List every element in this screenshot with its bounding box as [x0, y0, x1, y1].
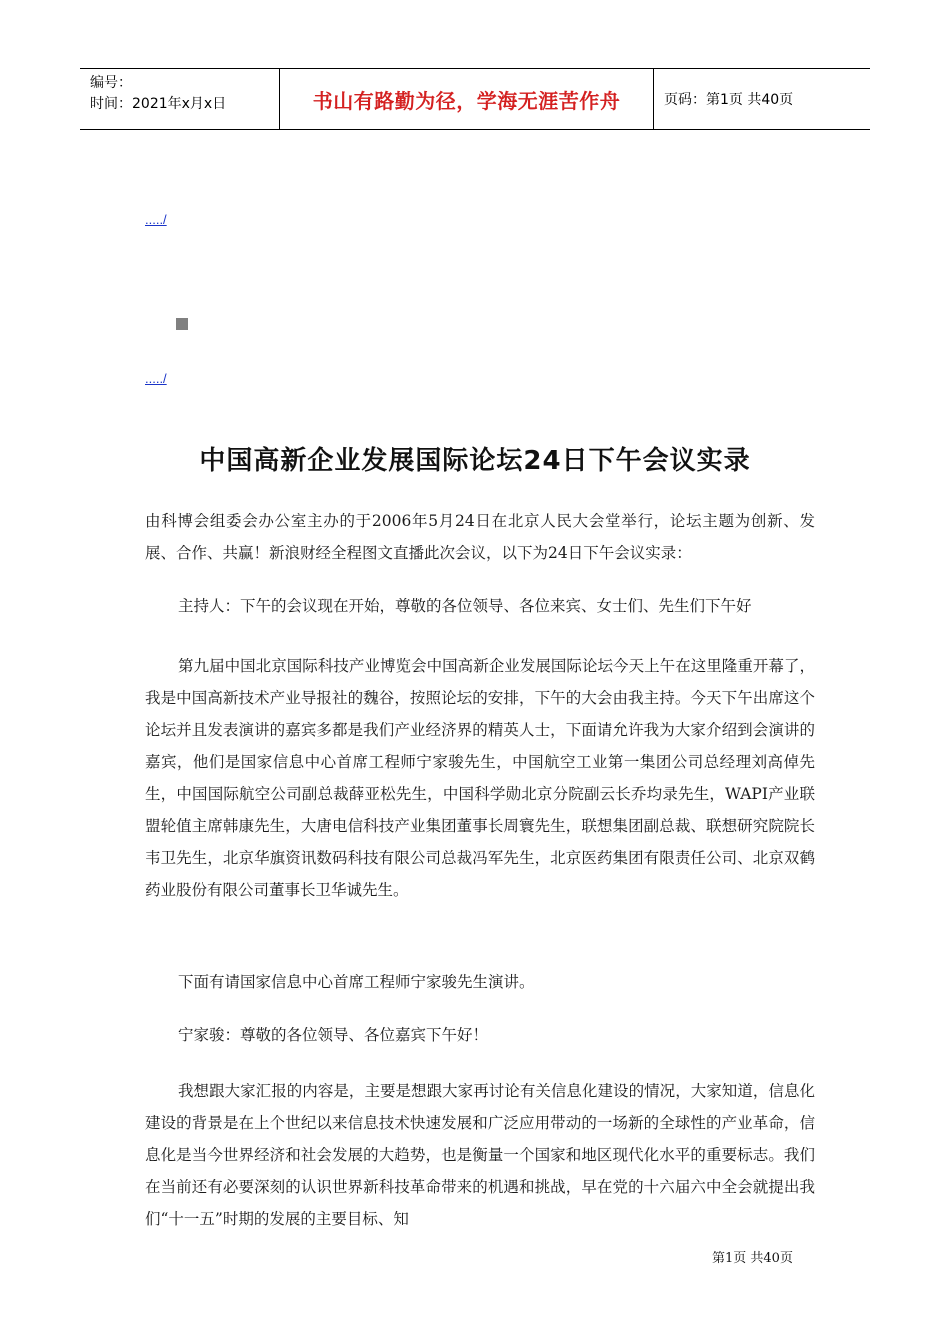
host-introduction-paragraph: 第九届中国北京国际科技产业博览会中国高新企业发展国际论坛今天上午在这里隆重开幕了，我是中国高新技术产业导报社的魏谷，按照论坛的安排，下午的大会由我主持。今天下午出席这个论坛并且发表演讲的嘉宾多都是我们产业经济界的精英人士，下面请允许我为大家介绍到会演讲的嘉宾，他们是国家信息中心首席工程师宁家骏先生，中国航空工业第一集团公司总经理刘高倬先生，中国国际航空公司副总裁薛亚松先生，中国科学勋北京分院副云长乔均录先生，WAPI产业联盟轮值主席韩康先生，大唐电信科技产业集团董事长周寰先生，联想集团副总裁、联想研究院院长韦卫先生，北京华旗资讯数码科技有限公司总裁冯军先生，北京医药集团有限责任公司、北京双鹤药业股份有限公司董事长卫华诚先生。 [145, 657, 815, 899]
header-meta-cell [80, 69, 280, 129]
dots-link-bottom[interactable]: ...../ [145, 371, 167, 386]
dots-link-top[interactable]: ...../ [145, 212, 167, 227]
speaker-invite-paragraph: 下面有请国家信息中心首席工程师宁家骏先生演讲。 [178, 973, 535, 991]
intro-paragraph: 由科博会组委会办公室主办的于2006年5月24日在北京人民大会堂举行，论坛主题为创新、发展、合作、共赢！新浪财经全程图文直播此次会议，以下为24日下午会议实录： [145, 512, 815, 562]
header-motto: 书山有路勤为径，学海无涯苦作舟 [280, 69, 654, 129]
page-footer: 第1页 共40页 [712, 1251, 793, 1266]
speaker-greeting-paragraph: 宁家骏：尊敬的各位领导、各位嘉宾下午好！ [178, 1026, 489, 1044]
broken-image-icon [176, 318, 188, 330]
document-header [80, 68, 870, 130]
speech-paragraph: 我想跟大家汇报的内容是，主要是想跟大家再讨论有关信息化建设的情况，大家知道，信息化建设的背景是在上个世纪以来信息技术快速发展和广泛应用带动的一场新的全球性的产业革命，信息化是当今世界经济和社会发展的大趋势，也是衡量一个国家和地区现代化水平的重要标志。我们在当前还有必要深刻的认识世界新科技革命带来的机遇和挑战，早在党的十六届六中全会就提出我们“十一五”时期的发展的主要目标、知 [145, 1082, 815, 1228]
date-label: 时间：2021年x月x日 [90, 96, 227, 112]
number-label: 编号： [90, 75, 132, 91]
host-opening-paragraph: 主持人：下午的会议现在开始，尊敬的各位领导、各位来宾、女士们、先生们下午好 [178, 597, 752, 615]
document-title: 中国高新企业发展国际论坛24日下午会议实录 [199, 446, 751, 476]
header-page-info: 页码：第1页 共40页 [664, 92, 794, 108]
